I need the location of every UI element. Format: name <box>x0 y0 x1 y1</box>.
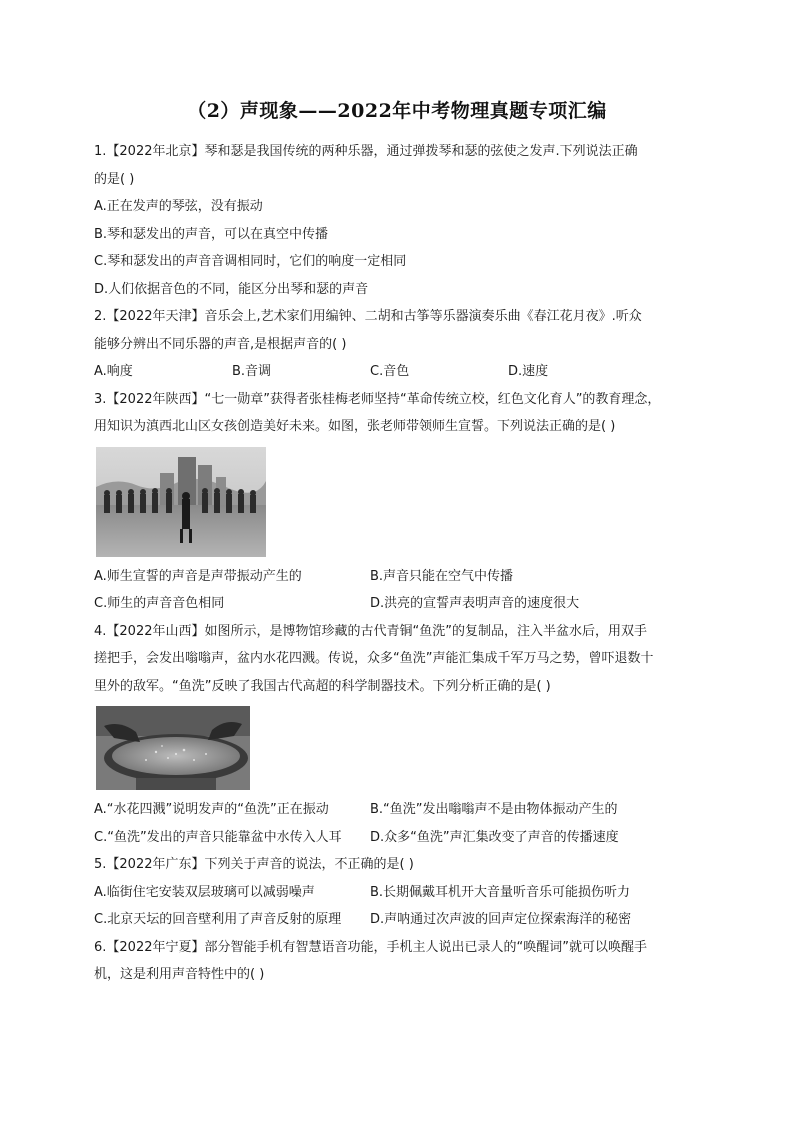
question-4-option-c: C.“鱼洗”发出的声音只能靠盆中水传入人耳 <box>94 829 342 845</box>
oath-ceremony-photo <box>96 447 266 557</box>
question-4-stem-line-2: 搓把手，会发出嗡嗡声，盆内水花四溅。传说，众多“鱼洗”声能汇集成千军万马之势，曾吓退数十 <box>94 651 654 666</box>
question-2-option-a: A.响度 <box>94 364 133 379</box>
question-1-option-b: B.琴和瑟发出的声音，可以在真空中传播 <box>94 226 329 242</box>
question-2-stem-line-2: 能够分辨出不同乐器的声音,是根据声音的( ) <box>94 336 347 352</box>
question-4-option-b: B.“鱼洗”发出嗡嗡声不是由物体振动产生的 <box>370 802 618 817</box>
question-4-stem-line-3: 里外的敌军。“鱼洗”反映了我国古代高超的科学制器技术。下列分析正确的是( ) <box>94 678 551 694</box>
question-1-option-a: A.正在发声的琴弦，没有振动 <box>94 199 263 214</box>
question-1-stem-line-1: 1.【2022年北京】琴和瑟是我国传统的两种乐器，通过弹拨琴和瑟的弦使之发声.下列说法正确 <box>94 144 638 159</box>
question-5-options-row-1 <box>94 879 704 907</box>
question-1-stem-line-2: 的是( ) <box>94 171 135 187</box>
question-3-stem-line-2: 用知识为滇西北山区女孩创造美好未来。如图，张老师带领师生宣誓。下列说法正确的是( ) <box>94 419 616 434</box>
question-3-stem-line-1: 3.【2022年陕西】“七一勋章”获得者张桂梅老师坚持“革命传统立校，红色文化育人”的教育理念， <box>94 391 661 407</box>
question-5-stem-line-1: 5.【2022年广东】下列关于声音的说法，不正确的是( ) <box>94 857 414 872</box>
question-4-option-a: A.“水花四溅”说明发声的“鱼洗”正在振动 <box>94 802 329 817</box>
question-3-option-b: B.声音只能在空气中传播 <box>370 568 514 584</box>
question-4-stem-line-1: 4.【2022年山西】如图所示，是博物馆珍藏的古代青铜“鱼洗”的复制品，注入半盆水后，用双手 <box>94 623 647 639</box>
question-3-option-d: D.洪亮的宣誓声表明声音的速度很大 <box>370 596 580 611</box>
question-2-option-d: D.速度 <box>508 364 549 379</box>
question-4-option-d: D.众多“鱼洗”声汇集改变了声音的传播速度 <box>370 829 619 845</box>
question-1-option-c: C.琴和瑟发出的声音音调相同时，它们的响度一定相同 <box>94 254 407 269</box>
question-3-option-a: A.师生宣誓的声音是声带振动产生的 <box>94 568 302 584</box>
question-3-options-row-2 <box>94 590 704 618</box>
question-5-option-a: A.临街住宅安装双层玻璃可以减弱噪声 <box>94 884 315 900</box>
question-1-option-d: D.人们依据音色的不同，能区分出琴和瑟的声音 <box>94 281 369 297</box>
question-5 <box>94 851 704 934</box>
question-5-options-row-2 <box>94 906 704 934</box>
question-6 <box>94 934 704 989</box>
question-3-options-row-1 <box>94 563 704 591</box>
question-2 <box>94 303 704 386</box>
question-4 <box>94 618 704 852</box>
question-2-stem-line-1: 2.【2022年天津】音乐会上,艺术家们用编钟、二胡和古筝等乐器演奏乐曲《春江花月夜》.听众 <box>94 309 642 324</box>
question-6-stem-line-2: 机，这是利用声音特性中的( ) <box>94 967 265 982</box>
question-4-figure <box>96 706 704 790</box>
question-3 <box>94 386 704 618</box>
question-3-option-c: C.师生的声音音色相同 <box>94 596 225 611</box>
question-2-option-c: C.音色 <box>370 364 410 379</box>
question-2-options <box>94 358 704 386</box>
question-5-option-c: C.北京天坛的回音壁利用了声音反射的原理 <box>94 912 342 927</box>
question-6-stem-line-1: 6.【2022年宁夏】部分智能手机有智慧语音功能，手机主人说出已录人的“唤醒词”就可以唤醒手 <box>94 939 647 955</box>
question-4-options-row-1 <box>94 796 704 824</box>
question-4-options-row-2 <box>94 824 704 852</box>
question-5-option-d: D.声呐通过次声波的回声定位探索海洋的秘密 <box>370 912 632 927</box>
document-title: （2）声现象——2022年中考物理真题专项汇编 <box>187 100 607 122</box>
question-3-figure <box>96 447 704 557</box>
bronze-fish-basin-photo <box>96 706 250 790</box>
question-1 <box>94 138 704 303</box>
question-2-option-b: B.音调 <box>232 364 272 379</box>
question-list <box>94 138 704 989</box>
question-5-option-b: B.长期佩戴耳机开大音量听音乐可能损伤听力 <box>370 884 631 900</box>
